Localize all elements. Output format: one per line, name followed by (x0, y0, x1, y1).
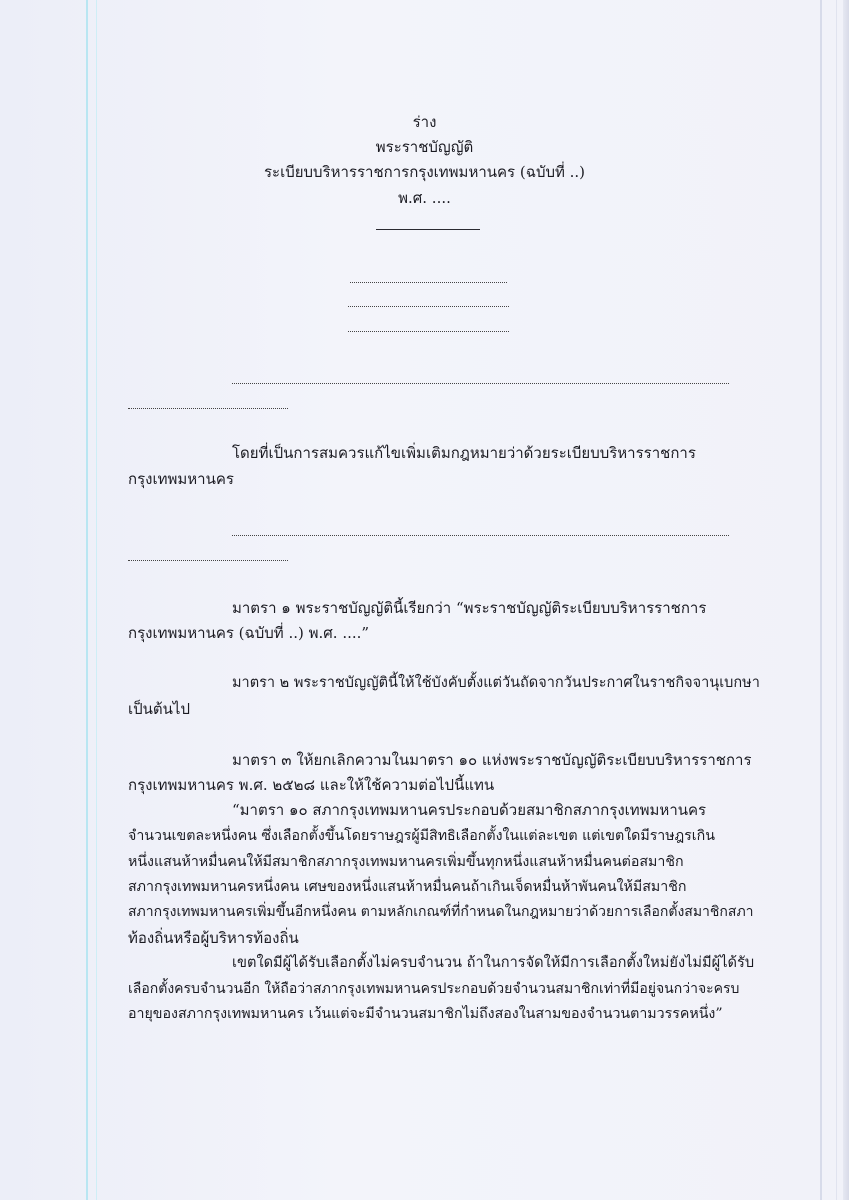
preamble-line-1: โดยที่เป็นการสมควรแก้ไขเพิ่มเติมกฎหมายว่าด้วยระเบียบบริหารราชการ (232, 444, 696, 462)
dotted-blank-1 (350, 282, 507, 283)
act-label: พระราชบัญญัติ (375, 138, 474, 156)
section-10-quote-line-9: อายุของสภากรุงเทพมหานคร เว้นแต่จะมีจำนวนสมาชิกไม่ถึงสองในสามของจำนวนตามวรรคหนึ่ง” (128, 1006, 723, 1022)
section-10-quote-line-7: เขตใดมีผู้ได้รับเลือกตั้งไม่ครบจำนวน ถ้าในการจัดให้มีการเลือกตั้งใหม่ยังไม่มีผู้ได้รับ (232, 954, 755, 971)
section-10-quote-line-1: “มาตรา ๑๐ สภากรุงเทพมหานครประกอบด้วยสมาชิกสภากรุงเทพมหานคร (232, 801, 707, 819)
section-10-quote-line-2: จำนวนเขตละหนึ่งคน ซึ่งเลือกตั้งขึ้นโดยราษฎรผู้มีสิทธิเลือกตั้งในแต่ละเขต แต่เขตใดมีราษฎรเกิน (128, 828, 715, 844)
section-10-quote-line-3: หนึ่งแสนห้าหมื่นคนให้มีสมาชิกสภากรุงเทพมหานครเพิ่มขึ้นทุกหนึ่งแสนห้าหมื่นคนต่อสมาชิก (128, 854, 684, 870)
section-2-line-1: มาตรา ๒ พระราชบัญญัตินี้ให้ใช้บังคับตั้งแต่วันถัดจากวันประกาศในราชกิจจานุเบกษา (232, 675, 760, 691)
dotted-blank-4 (232, 383, 729, 384)
section-10-quote-line-4: สภากรุงเทพมหานครหนึ่งคน เศษของหนึ่งแสนห้าหมื่นคนถ้าเกินเจ็ดหมื่นห้าพันคนให้มีสมาชิก (128, 879, 687, 895)
dotted-blank-3 (348, 331, 509, 332)
dotted-blank-6 (232, 535, 729, 536)
act-title: ระเบียบบริหารราชการกรุงเทพมหานคร (ฉบับที่ ..) (263, 163, 586, 181)
section-1-line-2: กรุงเทพมหานคร (ฉบับที่ ..) พ.ศ. ....” (128, 624, 370, 642)
section-2-line-2: เป็นต้นไป (128, 700, 190, 718)
section-3-line-2: กรุงเทพมหานคร พ.ศ. ๒๕๒๘ และให้ใช้ความต่อไปนี้แทน (128, 776, 495, 794)
section-10-quote-line-8: เลือกตั้งครบจำนวนอีก ให้ถือว่าสภากรุงเทพมหานครประกอบด้วยจำนวนสมาชิกเท่าที่มีอยู่จนกว่าจะครบ (128, 981, 740, 997)
section-10-quote-line-5: สภากรุงเทพมหานครเพิ่มขึ้นอีกหนึ่งคน ตามหลักเกณฑ์ที่กำหนดในกฎหมายว่าด้วยการเลือกตั้งสมาชิกสภา (128, 904, 754, 920)
section-10-quote-line-6: ท้องถิ่นหรือผู้บริหารท้องถิ่น (128, 929, 299, 947)
act-year: พ.ศ. .... (398, 189, 451, 207)
dotted-blank-7 (128, 560, 288, 561)
draft-label: ร่าง (412, 113, 437, 131)
dotted-blank-5 (128, 408, 288, 409)
dotted-blank-2 (348, 306, 509, 307)
section-1-line-1: มาตรา ๑ พระราชบัญญัตินี้เรียกว่า “พระราชบัญญัติระเบียบบริหารราชการ (232, 599, 707, 617)
section-3-line-1: มาตรา ๓ ให้ยกเลิกความในมาตรา ๑๐ แห่งพระราชบัญญัติระเบียบบริหารราชการ (232, 751, 752, 769)
preamble-line-2: กรุงเทพมหานคร (128, 470, 234, 488)
title-underline (376, 229, 480, 230)
